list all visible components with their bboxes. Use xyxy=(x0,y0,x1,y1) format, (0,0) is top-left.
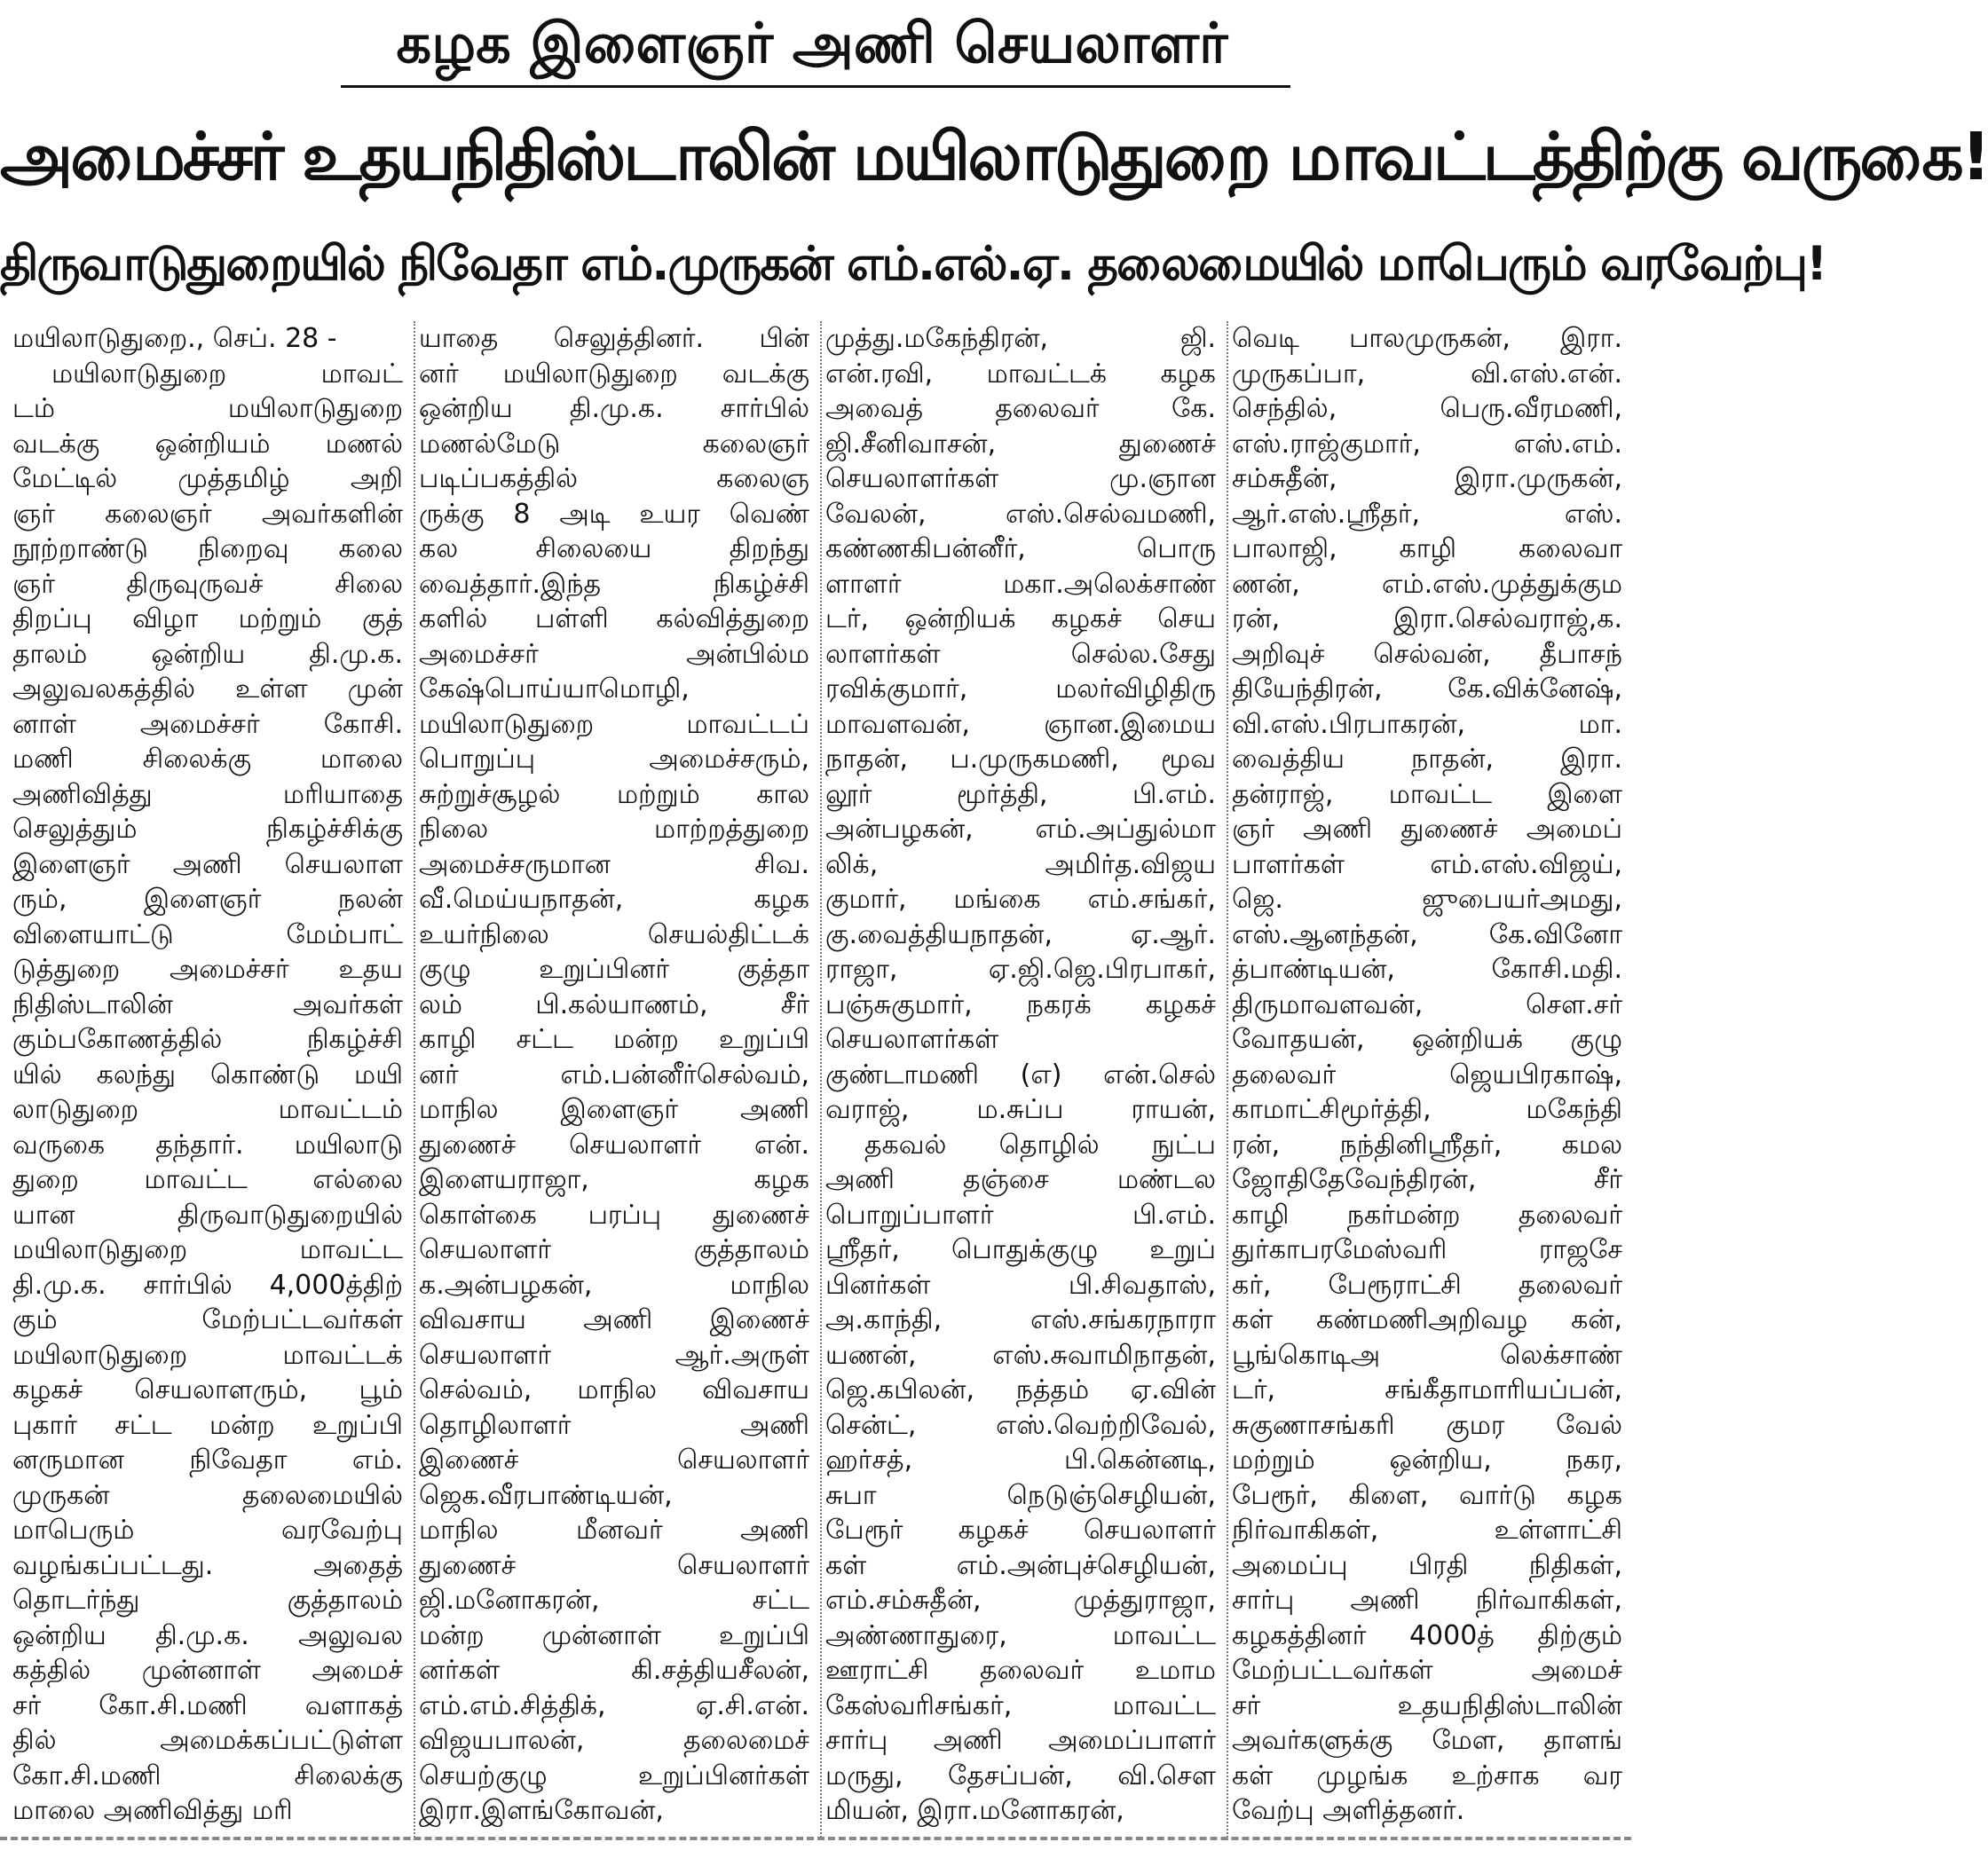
body-line: கழகத்தினர் 4000த் திற்கும் xyxy=(1232,1619,1622,1651)
body-line: னர் மயிலாடுதுறை வடக்கு xyxy=(419,358,809,390)
body-line: ஞர் திருவுருவச் சிலை xyxy=(12,568,403,600)
body-line: கோ.சி.மணி சிலைக்கு xyxy=(12,1760,403,1791)
subheadline: திருவாடுதுறையில் நிவேதா எம்.முருகன் எம்.எல்.ஏ. தலைமையில் மாபெரும் வரவேற்பு! xyxy=(0,237,1826,291)
body-line: யணன், எஸ்.சுவாமிநாதன், xyxy=(825,1339,1216,1371)
body-line: தகவல் தொழில் நுட்ப xyxy=(864,1129,1216,1161)
body-line: செந்தில், பெரு.வீரமணி, xyxy=(1232,393,1622,424)
body-line: மாபெரும் வரவேற்பு xyxy=(12,1515,403,1546)
body-line: கேஷ்பொய்யாமொழி, xyxy=(419,673,690,705)
body-line: பஞ்சுகுமார், நகரக் கழகச் xyxy=(825,988,1216,1020)
body-line: எஸ்.ராஜ்குமார், எஸ்.எம். xyxy=(1232,428,1622,460)
body-line: புகார் சட்ட மன்ற உறுப்பி xyxy=(12,1409,403,1441)
body-line: இளைஞர் அணி செயலாள xyxy=(12,848,403,880)
body-line: சென்ட், எஸ்.வெற்றிவேல், xyxy=(825,1409,1216,1441)
body-line: அ.காந்தி, எஸ்.சங்கரநாரா xyxy=(825,1304,1216,1335)
body-line: வி.எஸ்.பிரபாகரன், மா. xyxy=(1232,708,1622,740)
body-line: ஹர்சத், பி.கென்னடி, xyxy=(825,1445,1216,1476)
body-line: ரும், இளைஞர் நலன் xyxy=(12,884,403,915)
body-line: தலைவர் ஜெயபிரகாஷ், xyxy=(1232,1059,1622,1090)
body-line: கேஸ்வரிசங்கர், மாவட்ட xyxy=(825,1689,1216,1721)
body-line: விஜயபாலன், தலைமைச் xyxy=(419,1725,809,1756)
body-line: நிலை மாற்றத்துறை xyxy=(419,814,809,845)
body-line: சம்சுதீன், இரா.முருகன், xyxy=(1232,463,1622,494)
body-line: பொறுப்பு அமைச்சரும், xyxy=(419,744,809,775)
body-line: டுத்துறை அமைச்சர் உதய xyxy=(12,954,403,985)
body-line: தொழிலாளர் அணி xyxy=(419,1409,809,1441)
body-line: ஞர் கலைஞர் அவர்களின் xyxy=(12,498,403,530)
body-line: அலுவலகத்தில் உள்ள முன் xyxy=(12,673,403,705)
body-line: மன்ற முன்னாள் உறுப்பி xyxy=(419,1619,809,1651)
body-line: ரன், நந்தினிஸ்ரீதர், கமல xyxy=(1232,1129,1622,1161)
body-line: முத்து.மகேந்திரன், ஜி. xyxy=(825,323,1216,354)
body-line: ரன், இரா.செல்வராஜ்,க. xyxy=(1232,603,1622,634)
body-line: துணைச் செயலாளர் என். xyxy=(419,1129,809,1161)
body-line: வருகை தந்தார். மயிலாடு xyxy=(12,1129,403,1161)
body-line: தொடர்ந்து குத்தாலம் xyxy=(12,1585,403,1616)
body-line: ஞர் அணி துணைச் அமைப் xyxy=(1232,814,1622,845)
body-line: களில் பள்ளி கல்வித்துறை xyxy=(419,603,809,634)
column-divider xyxy=(820,321,823,1840)
body-line: மாலை அணிவித்து மரி xyxy=(12,1795,293,1826)
column-divider xyxy=(414,321,416,1840)
body-line: த்பாண்டியன், கோசி.மதி. xyxy=(1232,954,1622,985)
body-line: ஜெ. ஜுபையர்அமது, xyxy=(1232,884,1622,915)
body-line: அவர்களுக்கு மேள, தாளங் xyxy=(1232,1725,1622,1756)
body-line: துறை மாவட்ட எல்லை xyxy=(12,1164,403,1195)
body-line: டர், சங்கீதாமாரியப்பன், xyxy=(1232,1374,1622,1405)
body-line: கள் எம்.அன்புச்செழியன், xyxy=(825,1549,1216,1581)
body-line: கள் முழங்க உற்சாக வர xyxy=(1232,1760,1622,1791)
body-line: வெடி பாலமுருகன், இரா. xyxy=(1232,323,1622,354)
body-line: அன்பழகன், எம்.அப்துல்மா xyxy=(825,814,1216,845)
body-line: எஸ்.ஆனந்தன், கே.வினோ xyxy=(1232,918,1622,950)
body-line: பாளர்கள் எம்.எஸ்.விஜய், xyxy=(1232,848,1622,880)
body-line: மாவளவன், ஞான.இமைய xyxy=(825,708,1216,740)
body-line: மருது, தேசப்பன், வி.சௌ xyxy=(825,1760,1216,1791)
kicker-rule xyxy=(341,85,1290,88)
body-line: ஜெக.வீரபாண்டியன், xyxy=(419,1479,673,1511)
body-line: அணி தஞ்சை மண்டல xyxy=(825,1164,1216,1195)
body-line: வைத்தார்.இந்த நிகழ்ச்சி xyxy=(419,568,809,600)
body-line: இணைச் செயலாளர் xyxy=(419,1445,809,1476)
body-line: முருகன் தலைமையில் xyxy=(12,1479,403,1511)
body-line: பேரூர், கிளை, வார்டு கழக xyxy=(1232,1479,1622,1511)
body-line: வராஜ், ம.சுப்ப ராயன், xyxy=(825,1094,1216,1125)
body-line: சார்பு அணி அமைப்பாளர் xyxy=(825,1725,1216,1756)
body-line: மணல்மேடு கலைஞர் xyxy=(419,428,809,460)
body-line: சுற்றுச்சூழல் மற்றும் கால xyxy=(419,778,809,810)
body-line: லாளர்கள் செல்ல.சேது xyxy=(825,638,1216,670)
body-line: சர் உதயநிதிஸ்டாலின் xyxy=(1232,1689,1622,1721)
column-divider xyxy=(1227,321,1229,1840)
body-line: அவைத் தலைவர் கே. xyxy=(825,393,1216,424)
body-line: சுகுணாசங்கரி குமர வேல் xyxy=(1232,1409,1622,1441)
body-line: வேற்பு அளித்தனர். xyxy=(1232,1795,1465,1826)
body-line: கும் மேற்பட்டவர்கள் xyxy=(12,1304,403,1335)
body-line: ஜெ.கபிலன், நத்தம் ஏ.வின் xyxy=(825,1374,1216,1405)
body-line: பூங்கொடிஅ லெக்சாண் xyxy=(1232,1339,1622,1371)
body-line: கர், பேரூராட்சி தலைவர் xyxy=(1232,1269,1622,1301)
body-line: செயற்குழு உறுப்பினர்கள் xyxy=(419,1760,809,1791)
body-line: எம்.எம்.சித்திக், ஏ.சி.என். xyxy=(419,1689,809,1721)
body-line: கொள்கை பரப்பு துணைச் xyxy=(419,1199,809,1231)
column-1 xyxy=(12,321,403,1840)
body-line: குழு உறுப்பினர் குத்தா xyxy=(419,954,809,985)
body-line: செயலாளர்கள் மு.ஞான xyxy=(825,463,1216,494)
body-line: கு.வைத்தியநாதன், ஏ.ஆர். xyxy=(825,918,1216,950)
body-line: ளாளர் மகா.அலெக்சாண் xyxy=(825,568,1216,600)
body-line: மணி சிலைக்கு மாலை xyxy=(12,744,403,775)
body-line: மயிலாடுதுறை., செப். 28 - xyxy=(12,323,337,354)
body-line: லாடுதுறை மாவட்டம் xyxy=(12,1094,403,1125)
body-line: லம் பி.கல்யாணம், சீர் xyxy=(419,988,809,1020)
body-line: ஜி.மனோகரன், சட்ட xyxy=(419,1585,809,1616)
article-body xyxy=(12,321,1622,1840)
body-line: தி.மு.க. சார்பில் 4,000த்திற் xyxy=(12,1269,403,1301)
body-line: கழகச் செயலாளரும், பூம் xyxy=(12,1374,403,1405)
body-line: இரா.இளங்கோவன், xyxy=(419,1795,664,1826)
body-line: மயிலாடுதுறை மாவட்டக் xyxy=(12,1339,403,1371)
kicker: கழக இளைஞர் அணி செயலாளர் xyxy=(396,11,1228,75)
body-line: என்.ரவி, மாவட்டக் கழக xyxy=(825,358,1216,390)
body-line: லூர் மூர்த்தி, பி.எம். xyxy=(825,778,1216,810)
body-line: ஜி.சீனிவாசன், துணைச் xyxy=(825,428,1216,460)
body-line: நிர்வாகிகள், உள்ளாட்சி xyxy=(1232,1515,1622,1546)
body-line: அறிவுச் செல்வன், தீபாசந் xyxy=(1232,638,1622,670)
body-line: செலுத்தும் நிகழ்ச்சிக்கு xyxy=(12,814,403,845)
body-line: னர் எம்.பன்னீர்செல்வம், xyxy=(419,1059,809,1090)
body-line: உயர்நிலை செயல்திட்டக் xyxy=(419,918,809,950)
body-line: யில் கலந்து கொண்டு மயி xyxy=(12,1059,403,1090)
body-line: மாநில இளைஞர் அணி xyxy=(419,1094,809,1125)
body-line: அமைப்பு பிரதி நிதிகள், xyxy=(1232,1549,1622,1581)
column-3 xyxy=(825,321,1216,1840)
body-line: சுபா நெடுஞ்செழியன், xyxy=(825,1479,1216,1511)
body-line: ஒன்றிய தி.மு.க. சார்பில் xyxy=(419,393,809,424)
body-line: மயிலாடுதுறை மாவட்டப் xyxy=(419,708,809,740)
body-line: துணைச் செயலாளர் xyxy=(419,1549,809,1581)
body-line: காமாட்சிமூர்த்தி, மகேந்தி xyxy=(1232,1094,1622,1125)
body-line: நாதன், ப.முருகமணி, மூவ xyxy=(825,744,1216,775)
article-header xyxy=(0,0,1988,321)
body-line: தியேந்திரன், கே.விக்னேஷ், xyxy=(1232,673,1622,705)
body-line: ணன், எம்.எஸ்.முத்துக்கும xyxy=(1232,568,1622,600)
body-line: யாதை செலுத்தினர். பின் xyxy=(419,323,809,354)
body-line: படிப்பகத்தில் கலைஞ xyxy=(419,463,809,494)
body-line: குண்டாமணி (எ) என்.செல் xyxy=(825,1059,1216,1090)
body-line: யான திருவாடுதுறையில் xyxy=(12,1199,403,1231)
body-line: ருக்கு 8 அடி உயர வெண் xyxy=(419,498,809,530)
body-line: பினர்கள் பி.சிவதாஸ், xyxy=(825,1269,1216,1301)
body-line: குமார், மங்கை எம்.சங்கர், xyxy=(825,884,1216,915)
body-line: க.அன்பழகன், மாநில xyxy=(419,1269,809,1301)
body-line: திறப்பு விழா மற்றும் குத் xyxy=(12,603,403,634)
headline: அமைச்சர் உதயநிதிஸ்டாலின் மயிலாடுதுறை மாவட்டத்திற்கு வருகை! xyxy=(0,119,1988,195)
body-line: லிக், அமிர்த.விஜய xyxy=(825,848,1216,880)
column-4 xyxy=(1232,321,1622,1840)
body-line: வைத்திய நாதன், இரா. xyxy=(1232,744,1622,775)
body-line: நூற்றாண்டு நிறைவு கலை xyxy=(12,533,403,564)
body-line: கல சிலையை திறந்து xyxy=(419,533,809,564)
body-line: வீ.மெய்யநாதன், கழக xyxy=(419,884,809,915)
body-line: கும்பகோணத்தில் நிகழ்ச்சி xyxy=(12,1024,403,1055)
body-line: சார்பு அணி நிர்வாகிகள், xyxy=(1232,1585,1622,1616)
body-line: மேட்டில் முத்தமிழ் அறி xyxy=(12,463,403,494)
body-line: அமைச்சருமான சிவ. xyxy=(419,848,809,880)
body-line: டர், ஒன்றியக் கழகச் செய xyxy=(825,603,1216,634)
body-line: செயலாளர் குத்தாலம் xyxy=(419,1234,809,1265)
body-line: பேரூர் கழகச் செயலாளர் xyxy=(825,1515,1216,1546)
body-line: நிதிஸ்டாலின் அவர்கள் xyxy=(12,988,403,1020)
body-line: மேற்பட்டவர்கள் அமைச் xyxy=(1232,1655,1622,1686)
body-line: மாநில மீனவர் அணி xyxy=(419,1515,809,1546)
body-line: சர் கோ.சி.மணி வளாகத் xyxy=(12,1689,403,1721)
body-line: அமைச்சர் அன்பில்ம xyxy=(419,638,809,670)
body-line: எம்.சம்சுதீன், முத்துராஜா, xyxy=(825,1585,1216,1616)
body-line: ராஜா, ஏ.ஜி.ஜெ.பிரபாகர், xyxy=(825,954,1216,985)
body-line: மியன், இரா.மனோகரன், xyxy=(825,1795,1124,1826)
body-line: தன்ராஜ், மாவட்ட இளை xyxy=(1232,778,1622,810)
body-line: கண்ணகிபன்னீர், பொரு xyxy=(825,533,1216,564)
body-line: மயிலாடுதுறை மாவட்ட xyxy=(12,1234,403,1265)
body-line: வோதயன், ஒன்றியக் குழு xyxy=(1232,1024,1622,1055)
body-line: செயலாளர் ஆர்.அருள் xyxy=(419,1339,809,1371)
body-line: ஊராட்சி தலைவர் உமாம xyxy=(825,1655,1216,1686)
body-line: ரவிக்குமார், மலர்விழிதிரு xyxy=(825,673,1216,705)
body-line: முருகப்பா, வி.எஸ்.என். xyxy=(1232,358,1622,390)
body-line: கத்தில் முன்னாள் அமைச் xyxy=(12,1655,403,1686)
body-line: மற்றும் ஒன்றிய, நகர, xyxy=(1232,1445,1622,1476)
column-2 xyxy=(419,321,809,1840)
body-line: காழி சட்ட மன்ற உறுப்பி xyxy=(419,1024,809,1055)
bottom-rule xyxy=(0,1837,1631,1840)
body-line: மயிலாடுதுறை மாவட் xyxy=(51,358,403,390)
body-line: துர்காபரமேஸ்வரி ராஜசே xyxy=(1232,1234,1622,1265)
body-line: அணிவித்து மரியாதை xyxy=(12,778,403,810)
body-line: வேலன், எஸ்.செல்வமணி, xyxy=(825,498,1216,530)
body-line: விவசாய அணி இணைச் xyxy=(419,1304,809,1335)
body-line: ஸ்ரீதர், பொதுக்குழு உறுப் xyxy=(825,1234,1216,1265)
body-line: டம் மயிலாடுதுறை xyxy=(12,393,403,424)
body-line: ஜோதிதேவேந்திரன், சீர் xyxy=(1232,1164,1622,1195)
body-line: திருமாவளவன், சௌ.சர் xyxy=(1232,988,1622,1020)
body-line: பாலாஜி, காழி கலைவா xyxy=(1232,533,1622,564)
body-line: தாலம் ஒன்றிய தி.மு.க. xyxy=(12,638,403,670)
body-line: னாள் அமைச்சர் கோசி. xyxy=(12,708,403,740)
body-line: காழி நகர்மன்ற தலைவர் xyxy=(1232,1199,1622,1231)
body-line: வடக்கு ஒன்றியம் மணல் xyxy=(12,428,403,460)
body-line: னருமான நிவேதா எம். xyxy=(12,1445,403,1476)
body-line: இளையராஜா, கழக xyxy=(419,1164,809,1195)
body-line: னர்கள் கி.சத்தியசீலன், xyxy=(419,1655,809,1686)
body-line: ஆர்.எஸ்.ஸ்ரீதர், எஸ். xyxy=(1232,498,1622,530)
body-line: ஒன்றிய தி.மு.க. அலுவல xyxy=(12,1619,403,1651)
body-line: வழங்கப்பட்டது. அதைத் xyxy=(12,1549,403,1581)
body-line: விளையாட்டு மேம்பாட் xyxy=(12,918,403,950)
body-line: அண்ணாதுரை, மாவட்ட xyxy=(825,1619,1216,1651)
body-line: செயலாளர்கள் xyxy=(825,1024,999,1055)
body-line: பொறுப்பாளர் பி.எம். xyxy=(825,1199,1216,1231)
body-line: கள் கண்மணிஅறிவழ கன், xyxy=(1232,1304,1622,1335)
body-line: தில் அமைக்கப்பட்டுள்ள xyxy=(12,1725,403,1756)
body-line: செல்வம், மாநில விவசாய xyxy=(419,1374,809,1405)
